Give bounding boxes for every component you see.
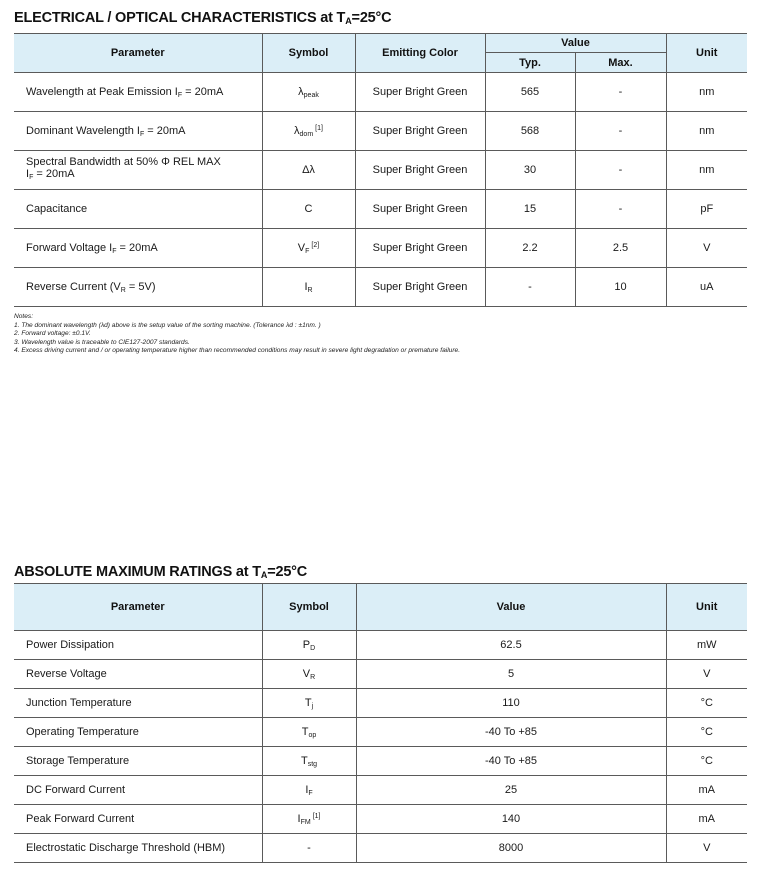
cell-parameter: Reverse Voltage [14,660,262,689]
cell-emitting-color: Super Bright Green [355,73,485,112]
symbol-subscript: stg [307,760,318,768]
absolute-max-rows [14,631,747,863]
cell-typ: 30 [485,151,575,190]
note-line: 4. Excess driving current and / or operating temperature higher than recommended conditions may result in severe light degradation or premature failure. [14,347,461,355]
cell-symbol [262,73,355,112]
cell-symbol [262,834,356,863]
param-subscript: F [139,130,145,138]
header-emitting-color: Emitting Color [355,34,485,73]
absolute-max-table [14,583,747,863]
cell-symbol [262,805,356,834]
cell-unit: mA [666,805,747,834]
cell-value: -40 To +85 [356,747,666,776]
notes-block [14,313,460,356]
cell-unit: uA [666,268,747,307]
cell-parameter: Operating Temperature [14,718,262,747]
cell-value: 140 [356,805,666,834]
cell-typ: 565 [485,73,575,112]
symbol-subscript: R [310,673,316,681]
cell-parameter: Peak Forward Current [14,805,262,834]
symbol-base: λ [294,124,300,137]
symbol-footnote: [1] [315,124,323,132]
param-tail: = 20mA [182,85,224,98]
electrical-optical-title: ELECTRICAL / OPTICAL CHARACTERISTICS at $T_A=25^\circ C$ [14,10,392,26]
table-row [14,631,747,660]
cell-value: -40 To +85 [356,718,666,747]
cell-value: 110 [356,689,666,718]
param-tail: = 5V) [125,280,156,293]
header-parameter: Parameter [14,34,262,73]
table-row [14,73,747,112]
param-line2-tail: = 20mA [33,168,75,180]
param-subscript: F [177,91,183,99]
cell-parameter: Storage Temperature [14,747,262,776]
cell-emitting-color: Super Bright Green [355,268,485,307]
symbol-base: T [301,725,309,738]
table-row [14,776,747,805]
param-text: Forward Voltage I [26,241,113,254]
table-row [14,268,747,307]
symbol-base: Δλ [302,164,315,176]
cell-max: - [575,112,666,151]
cell-max: 10 [575,268,666,307]
note-line: 2. Forward voltage: ±0.1V. [14,330,91,338]
table-row [14,834,747,863]
cell-symbol [262,151,355,190]
symbol-subscript: F [308,789,313,797]
cell-unit: mA [666,776,747,805]
symbol-base: - [307,842,311,854]
note-line: 1. The dominant wavelength (λd) above is the setup value of the sorting machine. (Tolerance λd : ±1nm. ) [14,321,321,329]
cell-parameter [14,112,262,151]
param-text: Reverse Current (V [26,280,121,293]
symbol-base: P [302,638,311,651]
header-unit: Unit [666,34,747,73]
param-tail: = 20mA [116,241,158,254]
symbol-subscript: FM [300,818,311,826]
cell-unit: nm [666,73,747,112]
cell-unit: °C [666,689,747,718]
header-symbol: Symbol [262,34,355,73]
cell-max: 2.5 [575,229,666,268]
param-line2: I [26,168,30,180]
cell-unit: °C [666,747,747,776]
param-tail: = 20mA [144,124,186,137]
cell-symbol [262,747,356,776]
cell-symbol [262,190,355,229]
param-subscript: R [120,286,126,294]
header-value: Value [485,34,666,53]
header-value: Value [356,584,666,631]
symbol-subscript: dom [299,130,314,138]
symbol-subscript: op [308,731,317,739]
cell-unit: nm [666,112,747,151]
header-symbol: Symbol [262,584,356,631]
symbol-base: C [304,203,313,215]
cell-unit: pF [666,190,747,229]
symbol-base: I [297,812,301,825]
cell-symbol [262,660,356,689]
electrical-optical-table [14,33,747,307]
cell-unit: V [666,834,747,863]
table-row [14,689,747,718]
cell-typ: - [485,268,575,307]
param-text: Dominant Wavelength I [26,124,140,137]
cell-unit: V [666,229,747,268]
symbol-subscript: R [307,286,313,294]
cell-symbol [262,112,355,151]
cell-parameter [14,151,262,190]
notes-heading: Notes: [14,313,34,320]
param-line2-subscript: F [29,174,34,181]
cell-symbol [262,776,356,805]
note-line: 3. Wavelength value is traceable to CIE127-2007 standards. [14,338,190,346]
symbol-subscript: peak [303,91,319,99]
symbol-base: V [297,241,306,254]
cell-symbol [262,631,356,660]
cell-value: 8000 [356,834,666,863]
cell-parameter: Electrostatic Discharge Threshold (HBM) [14,834,262,863]
cell-parameter: Junction Temperature [14,689,262,718]
cell-max: - [575,73,666,112]
header-typ: Typ. [485,53,575,73]
absolute-max-title: ABSOLUTE MAXIMUM RATINGS at $T_A=25^\circ C$ [14,564,308,580]
symbol-base: I [305,783,309,796]
table-row [14,718,747,747]
symbol-subscript: j [311,702,314,710]
symbol-footnote: [2] [311,241,320,249]
symbol-subscript: F [305,247,310,255]
symbol-base: T [300,754,308,767]
cell-symbol [262,268,355,307]
symbol-base: λ [298,85,304,98]
cell-parameter [14,268,262,307]
cell-typ: 2.2 [485,229,575,268]
electrical-optical-rows [14,73,747,307]
cell-typ: 15 [485,190,575,229]
cell-unit: mW [666,631,747,660]
cell-parameter [14,229,262,268]
table-row [14,229,747,268]
cell-emitting-color: Super Bright Green [355,190,485,229]
cell-max: - [575,151,666,190]
symbol-base: I [304,280,308,293]
cell-parameter [14,73,262,112]
symbol-base: T [304,696,312,709]
table-row [14,805,747,834]
table-row [14,190,747,229]
param-text: Wavelength at Peak Emission I [26,85,178,98]
table-row [14,660,747,689]
header-unit: Unit [666,584,747,631]
cell-symbol [262,689,356,718]
cell-parameter [14,190,262,229]
cell-typ: 568 [485,112,575,151]
cell-parameter: DC Forward Current [14,776,262,805]
param-subscript: F [112,247,117,255]
cell-symbol [262,718,356,747]
symbol-base: V [302,667,311,680]
cell-max: - [575,190,666,229]
cell-value: 5 [356,660,666,689]
header-max: Max. [575,53,666,73]
table-row [14,747,747,776]
table-row [14,112,747,151]
cell-unit: nm [666,151,747,190]
header-parameter: Parameter [14,584,262,631]
cell-symbol [262,229,355,268]
cell-emitting-color: Super Bright Green [355,229,485,268]
symbol-subscript: D [310,644,316,652]
cell-value: 62.5 [356,631,666,660]
symbol-footnote: [1] [312,812,321,820]
cell-unit: V [666,660,747,689]
cell-value: 25 [356,776,666,805]
cell-unit: °C [666,718,747,747]
param-text: Spectral Bandwidth at 50% Φ REL MAX [26,156,221,168]
cell-emitting-color: Super Bright Green [355,151,485,190]
table-row [14,151,747,190]
cell-parameter: Power Dissipation [14,631,262,660]
param-text: Capacitance [26,203,88,215]
cell-emitting-color: Super Bright Green [355,112,485,151]
